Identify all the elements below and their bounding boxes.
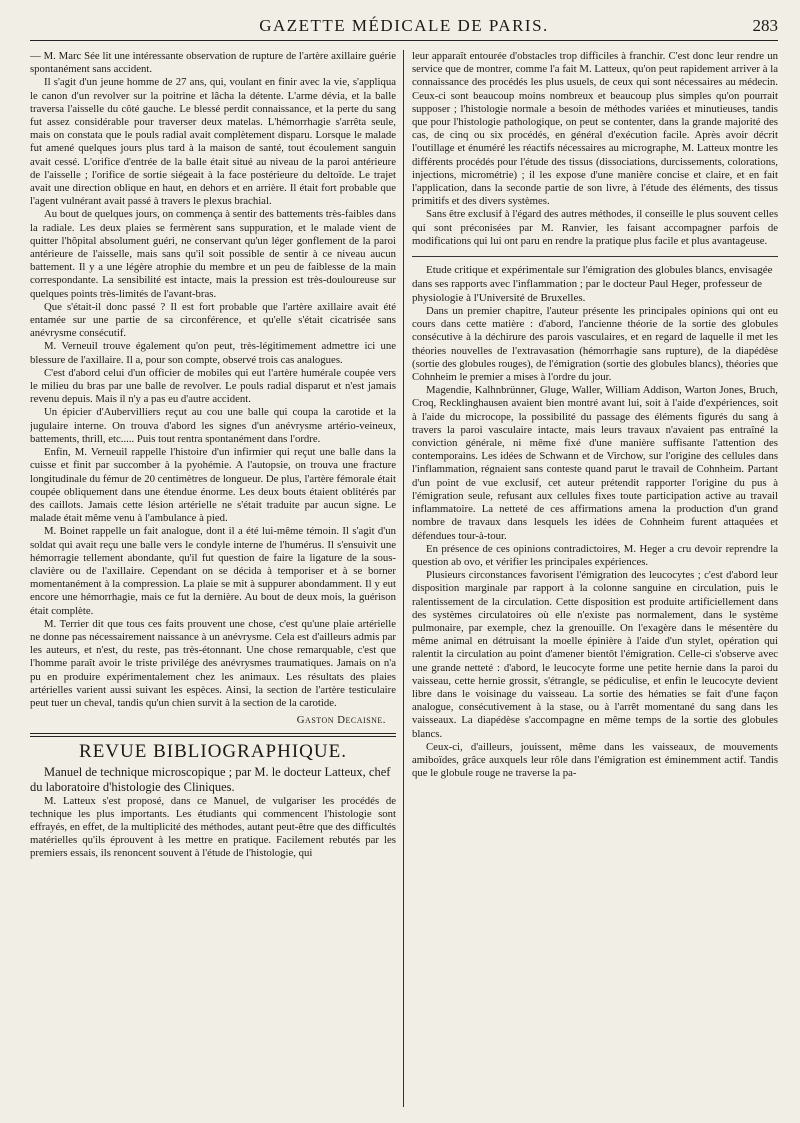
paragraph: En présence de ces opinions contradictoires, M. Heger a cru devoir reprendre la question ab ovo, et vérifier les principales expériences. — [412, 542, 778, 568]
paragraph: Dans un premier chapitre, l'auteur présente les principales opinions qui ont eu cours dans cette matière : d'abord, l'ancienne théorie de la sortie des globules consécutive à la déchirure des parois vasculaires, et en regard de laquelle il met les théories nouvelles de l'extravasation (hémorrhagie sans rupture), de la diapédèse (sortie des globules rouges), de l'émigration (sortie des globules blancs), théories que Cohnheim le premier a mises à l'ordre du jour. — [412, 305, 778, 384]
paragraph: — M. Marc Sée lit une intéressante observation de rupture de l'artère axillaire guérie spontanément sans accident. — [30, 50, 396, 76]
paragraph: Magendie, Kalhnbrünner, Gluge, Waller, William Addison, Warton Jones, Bruch, Croq, Recklinghausen avaient bien montré avant lui, soit à l'aide d'expériences, soit à l'aide du microcope, la possibilité du passage des éléments figurés du sang à travers la paroi vasculaire intacte, mais leurs travaux n'avaient pas entraîné la conviction générale, ni même fixé d'une manière suffisante l'attention des contemporains. Les idées de Schwann et de Virchow, sur l'origine des cellules dans l'inflammation, régnaient sans conteste quand parut le travail de Cohnheim. Partant d'un point de vue exclusif, cet auteur prétendit rapporter l'origine du pus à l'émigration seule, refusant aux cellules fixes toute participation active au travail inflammatoire. La netteté de ces affirmations amena la production d'un grand nombre de travaux dans lesquels les idées de Cohnheim furent attaquées et défendues tour-à-tour. — [412, 384, 778, 542]
paragraph: Ceux-ci, d'ailleurs, jouissent, même dans les vaisseaux, de mouvements amiboïdes, grâce auxquels leur rôle dans l'émigration est éminemment actif. Tandis que le globule rouge ne traverse la pa- — [412, 740, 778, 780]
page-number: 283 — [752, 16, 778, 35]
section-divider — [30, 733, 396, 737]
paragraph: Au bout de quelques jours, on commença à sentir des battements très-faibles dans la radiale. Les deux plaies se fermèrent sans suppuration, et le malade vient de quitter l'hôpital absolument guéri, ne conservant qu'un léger gonflement de la paroi antérieure de l'aisselle, mais sans qu'il soit possible de sentir à ce niveau aucun battement. Il y a une légère atrophie du membre et un peu de faiblesse de la main correspondante. La sensibilité est intacte, mais la pression est très-douloureuse sur quelques points très-limités de l'avant-bras. — [30, 208, 396, 300]
paragraph: leur apparaît entourée d'obstacles trop difficiles à franchir. C'est donc leur rendre un service que de montrer, comme l'a fait M. Latteux, qu'on peut rapidement arriver à la connaissance des procédés les plus usuels, de ceux qui sont nécessaires au médecin. Ceux-ci sont beaucoup moins nombreux et beaucoup plus simples qu'on pourrait supposer ; l'histologie normale a besoin de méthodes variées et minutieuses, tandis que pour l'histologie pathologique, on peut se contenter, dans la grande majorité des cas, de cinq ou six procédés, en général d'exécution facile. Après avoir décrit l'outillage et énuméré les réactifs nécessaires au micrographe, M. Latteux montre les différents procédés pour l'étude des tissus (dissociations, durcissements, colorations, injections, micrométrie) ; il les expose d'une manière concise et claire, et en fait l'application, dans la seconde partie de son livre, à l'étude des éléments, des tissus primitifs et des divers systèmes. — [412, 50, 778, 208]
journal-title: GAZETTE MÉDICALE DE PARIS. — [259, 16, 549, 35]
paragraph: Il s'agit d'un jeune homme de 27 ans, qui, voulant en finir avec la vie, s'appliqua le canon d'un revolver sur la poitrine et lâcha la détente. L'arme dévia, et la balle traversa l'aisselle du côté gauche. Le blessé perdit connaissance, et la perte du sang fut assez considérable pour traverser deux matelas. L'hémorrhagie s'arrêta seule, mais on constata que le pouls radial avait complètement disparu. Lorsque le malade fut amené quelques jours plus tard à la maison de santé, tout écoulement sanguin avait cessé. L'orifice d'entrée de la balle était situé au niveau de la paroi antérieure de l'aisselle ; l'orifice de sortie siégeait à la face postérieure du deltoïde. Le trajet avait une direction oblique en haut, en dehors et en arrière. Il était fort probable que l'agent vulnérant avait passé à travers le plexus brachial. — [30, 76, 396, 208]
paragraph: M. Verneuil trouve également qu'on peut, très-légitimement admettre ici une blessure de l'axillaire. Il a, pour son compte, observé trois cas analogues. — [30, 340, 396, 366]
paragraph: M. Boinet rappelle un fait analogue, dont il a été lui-même témoin. Il s'agit d'un soldat qui avait reçu une balle vers le condyle interne de l'humérus. Il s'ensuivit une hémorragie tellement abondante, qu'il fut question de faire la ligature de la sous-clavière ou de l'axillaire. Cependant on se décida à temporiser et à se borner momentanément à la compression. La plaie se mit à suppurer abondamment. Il y eut encore une hémorrhagie, mais ce fut la dernière. Au bout de deux mois, la guérison était complète. — [30, 525, 396, 617]
right-column — [412, 50, 778, 1109]
section-title: REVUE BIBLIOGRAPHIQUE. — [79, 741, 347, 763]
paragraph: Sans être exclusif à l'égard des autres méthodes, il conseille le plus souvent celles qui sont préconisées par M. Ranvier, les faisant accompagner parfois de modifications qui lui ont paru en rendre la pratique plus facile et plus avantageuse. — [412, 208, 778, 247]
paragraph: Enfin, M. Verneuil rappelle l'histoire d'un infirmier qui reçut une balle dans la cuisse et finit par succomber à la pyohémie. A l'autopsie, on trouva une fracture longitudinale du fémur de 20 centimètres de longueur. De plus, l'artère fémorale était coupée obliquement dans une étendue énorme. Les deux bouts étaient oblitérés par des caillots. Jamais cette lésion artérielle ne s'était traduite par aucun signe. Le malade était même venu à l'ambulance à pied. — [30, 446, 396, 525]
column-divider — [403, 50, 404, 1107]
author-signature: Gaston Decaisne. — [296, 714, 386, 727]
left-column — [30, 50, 396, 1109]
masthead — [30, 14, 778, 41]
paragraph: C'est d'abord celui d'un officier de mobiles qui eut l'artère humérale coupée vers le milieu du bras par une balle de revolver. Le pouls radial disparut et n'est jamais revenu depuis. Mais il n'y a pas eu d'autre accident. — [30, 366, 396, 406]
article-heading: Etude critique et expérimentale sur l'émigration des globules blancs, envisagée dans ses rapports avec l'inflammation ; par le docteur Paul Heger, professeur de physiologie à l'Université de Bruxelles. — [412, 264, 773, 305]
paragraph: M. Terrier dit que tous ces faits prouvent une chose, c'est qu'une plaie artérielle ne donne pas nécessairement naissance à un anévrysme. Cela est d'ailleurs admis par les auteurs, et n'est, du reste, pas très-étonnant. Une chose remarquable, c'est que l'homme paraît avoir le triste privilége des anévrysmes traumatiques. Jamais on n'a pu en produire expérimentalement chez les animaux. Les résultats des plaies artérielles varient aussi suivant les espèces. Ainsi, la section de l'artère testiculaire peut tuer un cheval, tandis qu'un chien survit à la section de la carotide. — [30, 617, 396, 709]
paragraph: Plusieurs circonstances favorisent l'émigration des leucocytes ; c'est d'abord leur disposition marginale par rapport à la colonne sanguine en circulation, puis le ralentissement de la circulation. Cette disposition est produite artificiellement dans des systèmes circulatoires où elle n'existe pas normalement, dans le système pulmonaire, par exemple, chez la grenouille. On l'exagère dans le mésentère du même animal en détruisant la moelle épinière à l'aide d'un stylet, opération qui ralentit la circulation au point d'amener bientôt l'émigration. Celle-ci s'observe avec une grande netteté : d'abord, le leucocyte forme une petite hernie dans la paroi du vaisseau, cette hernie grossit, s'étrangle, se pédiculise, et enfin le leucocyte devient libre dans le voisinage du vaisseau. La sortie des hématies se fait d'une façon analogue, consécutivement à la stase, ou à l'arrêt momentané du sang dans les vaisseaux. La diapédèse s'accompagne en même temps de la sortie des globules blancs. — [412, 569, 778, 740]
paragraph: Un épicier d'Aubervilliers reçut au cou une balle qui coupa la carotide et la jugulaire interne. On trouva d'abord les signes d'un anévrysme artério-veineux, battements, thrill, etc..... Puis tout rentra spontanément dans l'ordre. — [30, 406, 396, 445]
paragraph: M. Latteux s'est proposé, dans ce Manuel, de vulgariser les procédés de technique les plus importants. Les étudiants qui commencent l'histologie sont effrayés, en effet, de la multiplicité des méthodes, autant peut-être que des difficultés matérielles qu'ils éprouvent à les mettre en pratique. Facilement rebutés par les premiers essais, ils renoncent souvent à l'étude de l'histologie, qui — [30, 794, 396, 860]
paragraph: Que s'était-il donc passé ? Il est fort probable que l'artère axillaire avait été entamée sur une partie de sa circonférence, et qu'elle s'était cicatrisée sans anévrysme consécutif. — [30, 300, 396, 340]
book-heading: Manuel de technique microscopique ; par M. le docteur Latteux, chef du laboratoire d'histologie des Cliniques. — [30, 764, 391, 794]
section-divider — [412, 256, 778, 257]
